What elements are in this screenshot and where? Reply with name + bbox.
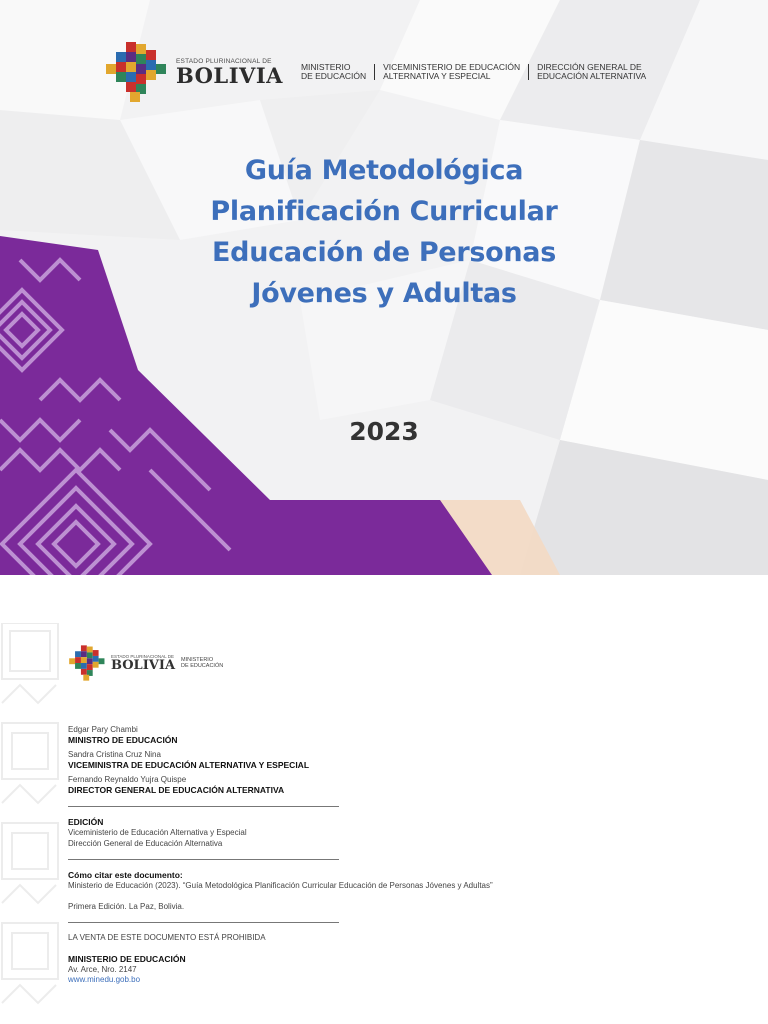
cover-header [104,42,646,102]
divider-rule [68,806,339,807]
person-name: Edgar Pary Chambi [68,725,138,734]
person-name: Fernando Reynaldo Yujra Quispe [68,775,187,784]
person-role: MINISTRO DE EDUCACIÓN [68,735,178,745]
credits-block [68,725,668,986]
edition-text: Primera Edición. La Paz, Bolivia. [68,901,185,911]
divider-rule [68,922,339,923]
estado-logo-text [176,58,283,87]
ministerio-label [181,657,223,669]
estado-small-text: ESTADO PLURINACIONAL DE [176,57,272,65]
org-viceministerio [383,63,520,82]
publication-year: 2023 [349,417,419,446]
document-title [0,150,768,314]
credits-header [68,641,223,685]
credit-entry [68,775,668,796]
credits-page [0,575,768,1024]
credit-entry [68,750,668,771]
bolivia-wordmark: BOLIVIA [111,657,176,673]
title-line: Educación de Personas [212,237,556,268]
estado-logo-text [111,654,175,673]
sale-prohibited-notice: LA VENTA DE ESTE DOCUMENTO ESTÁ PROHIBIDA [68,933,266,942]
bolivia-wordmark: BOLIVIA [176,62,283,88]
divider-rule [68,859,339,860]
org-divider [528,64,529,80]
person-role: DIRECTOR GENERAL DE EDUCACIÓN ALTERNATIVA [68,785,285,795]
cite-heading: Cómo citar este documento: [68,870,183,880]
bolivia-seal-icon [104,42,172,102]
cite-text: Ministerio de Educación (2023). “Guía Metodológica Planificación Curricular Educación de Personas Jóvenes y Adultas” [68,881,493,890]
edicion-line: Dirección General de Educación Alternativa [68,838,223,848]
org-line: MINISTERIO [300,61,351,72]
org-line: VICEMINISTERIO DE EDUCACIÓN [383,61,521,72]
ministerio-line: MINISTERIO [181,657,214,663]
decorative-side-pattern [0,623,60,1024]
spacer [68,944,668,954]
person-name: Sandra Cristina Cruz Nina [68,750,161,759]
org-line: DE EDUCACIÓN [300,71,367,81]
edicion-line: Viceministerio de Educación Alternativa y Especial [68,828,247,837]
title-line: Guía Metodológica [244,155,524,186]
contact-address: Av. Arce, Nro. 2147 [68,964,137,974]
org-line: ALTERNATIVA Y ESPECIAL [383,71,491,81]
title-line: Jóvenes y Adultas [251,278,517,309]
credit-entry [68,725,668,746]
org-ministerio [301,63,366,82]
contact-website-link[interactable]: www.minedu.gob.bo [68,975,141,984]
org-divider [374,64,375,80]
bolivia-seal-icon [68,641,108,685]
org-direccion [537,63,646,82]
estado-small-text: ESTADO PLURINACIONAL DE [111,653,175,659]
title-line: Planificación Curricular [210,196,558,227]
org-line: DIRECCIÓN GENERAL DE [537,61,642,72]
person-role: VICEMINISTRA DE EDUCACIÓN ALTERNATIVA Y ESPECIAL [68,760,310,770]
spacer [68,892,668,902]
ministerio-line: DE EDUCACIÓN [181,663,224,669]
org-line: EDUCACIÓN ALTERNATIVA [537,71,647,81]
edicion-heading: EDICIÓN [68,817,104,827]
page-gap [0,575,768,607]
contact-heading: MINISTERIO DE EDUCACIÓN [68,953,186,964]
